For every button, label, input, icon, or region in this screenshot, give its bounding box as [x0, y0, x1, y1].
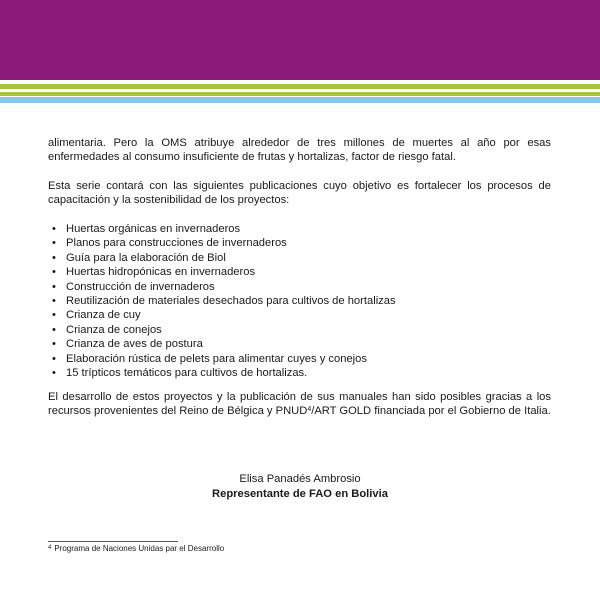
- list-item: • Guía para la elaboración de Biol: [48, 251, 551, 265]
- footnote-number: 4: [48, 545, 52, 551]
- blue-stripe: [0, 97, 600, 103]
- list-item: • Crianza de conejos: [48, 323, 551, 337]
- list-item: • Huertas orgánicas en invernaderos: [48, 222, 551, 236]
- funding-text-end: /ART GOLD financiada por el Gobierno de Italia.: [311, 405, 551, 418]
- footnote-divider: [48, 541, 178, 542]
- header-band: [0, 0, 600, 80]
- footnote-ref: 4: [307, 406, 312, 414]
- list-item: • Crianza de aves de postura: [48, 337, 551, 351]
- paragraph-series: Esta serie contará con las siguientes publicaciones cuyo objetivo es fortalecer los procesos de capacitación y la sostenibilidad de los proyectos:: [48, 180, 551, 207]
- paragraph-intro: alimentaria. Pero la OMS atribuye alrededor de tres millones de muertes al año por esas enfermedades al consumo insuficiente de frutas y hortalizas, factor de riesgo fatal.: [48, 137, 551, 164]
- list-item: • Reutilización de materiales desechados para cultivos de hortalizas: [48, 294, 551, 308]
- signatory-role: Representante de FAO en Bolivia: [212, 488, 388, 500]
- paragraph-funding: [48, 390, 551, 419]
- publication-list: [48, 222, 551, 380]
- list-item: • Construcción de invernaderos: [48, 280, 551, 294]
- signatory-name: Elisa Panadés Ambrosio: [239, 473, 361, 485]
- list-item: • Crianza de cuy: [48, 308, 551, 322]
- footnote: [48, 544, 224, 554]
- list-item: • 15 trípticos temáticos para cultivos de hortalizas.: [48, 366, 551, 380]
- green-stripe-bottom: [0, 92, 600, 96]
- list-item: • Huertas hidropónicas en invernaderos: [48, 265, 551, 279]
- list-item: • Planos para construcciones de invernaderos: [48, 236, 551, 250]
- list-item: • Elaboración rústica de pelets para alimentar cuyes y conejos: [48, 352, 551, 366]
- green-stripe-top: [0, 84, 600, 89]
- footnote-text: Programa de Naciones Unidas par el Desarrollo: [54, 544, 225, 553]
- funding-text-start: El desarrollo de estos proyectos y la publicación de sus manuales han sido posibles gracias a los recursos provenientes del Reino de Bélgica y PNUD: [48, 391, 551, 418]
- signature-block: [0, 472, 600, 502]
